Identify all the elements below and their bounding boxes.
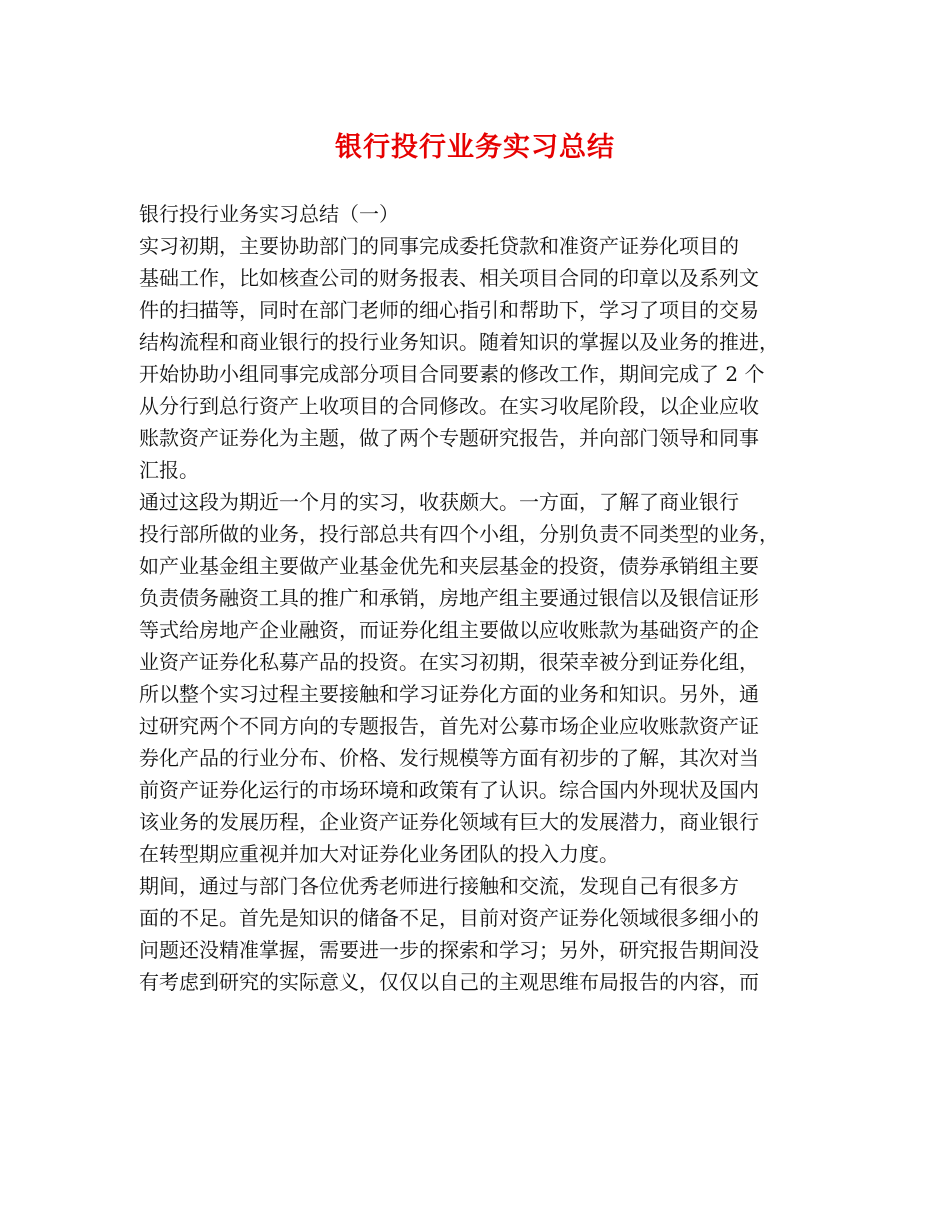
paragraph-line: 基础工作，比如核查公司的财务报表、相关项目合同的印章以及系列文	[139, 266, 759, 290]
paragraph-line: 期间，通过与部门各位优秀老师进行接触和交流，发现自己有很多方	[139, 874, 739, 898]
paragraph-line: 如产业基金组主要做产业基金优先和夹层基金的投资，债券承销组主要	[139, 554, 759, 578]
paragraph-line: 实习初期，主要协助部门的同事完成委托贷款和准资产证券化项目的	[139, 234, 739, 258]
paragraph-line: 面的不足。首先是知识的储备不足，目前对资产证券化领域很多细小的	[139, 906, 759, 930]
paragraph-line: 券化产品的行业分布、价格、发行规模等方面有初步的了解，其次对当	[139, 746, 759, 770]
paragraph-line: 通过这段为期近一个月的实习，收获颇大。一方面，了解了商业银行	[139, 490, 739, 514]
paragraph-line: 开始协助小组同事完成部分项目合同要素的修改工作，期间完成了 2 个	[139, 362, 765, 386]
paragraph-line: 业资产证券化私募产品的投资。在实习初期，很荣幸被分到证券化组，	[139, 650, 759, 674]
paragraph-line: 等式给房地产企业融资，而证券化组主要做以应收账款为基础资产的企	[139, 618, 759, 642]
paragraph-line: 在转型期应重视并加大对证券化业务团队的投入力度。	[139, 842, 619, 866]
paragraph-line: 过研究两个不同方向的专题报告，首先对公募市场企业应收账款资产证	[139, 714, 759, 738]
section-heading: 银行投行业务实习总结（一）	[139, 202, 399, 226]
paragraph	[139, 486, 819, 870]
paragraph-line: 问题还没精准掌握，需要进一步的探索和学习；另外，研究报告期间没	[139, 938, 759, 962]
paragraph-line: 前资产证券化运行的市场环境和政策有了认识。综合国内外现状及国内	[139, 778, 759, 802]
paragraph-line: 件的扫描等，同时在部门老师的细心指引和帮助下，学习了项目的交易	[139, 298, 759, 322]
document-title: 银行投行业务实习总结	[335, 132, 615, 163]
paragraph-list	[139, 230, 819, 998]
paragraph-line: 负责债务融资工具的推广和承销，房地产组主要通过银信以及银信证形	[139, 586, 759, 610]
paragraph	[139, 870, 819, 998]
paragraph-line: 汇报。	[139, 458, 199, 482]
document-body	[139, 198, 819, 998]
paragraph-line: 结构流程和商业银行的投行业务知识。随着知识的掌握以及业务的推进，	[139, 330, 779, 354]
paragraph-line: 所以整个实习过程主要接触和学习证券化方面的业务和知识。另外，通	[139, 682, 759, 706]
paragraph	[139, 230, 819, 486]
paragraph-line: 有考虑到研究的实际意义，仅仅以自己的主观思维布局报告的内容，而	[139, 970, 759, 994]
paragraph-line: 投行部所做的业务，投行部总共有四个小组，分别负责不同类型的业务，	[139, 522, 779, 546]
paragraph-line: 从分行到总行资产上收项目的合同修改。在实习收尾阶段，以企业应收	[139, 394, 759, 418]
paragraph-line: 该业务的发展历程，企业资产证券化领域有巨大的发展潜力，商业银行	[139, 810, 759, 834]
paragraph-line: 账款资产证券化为主题，做了两个专题研究报告，并向部门领导和同事	[139, 426, 759, 450]
